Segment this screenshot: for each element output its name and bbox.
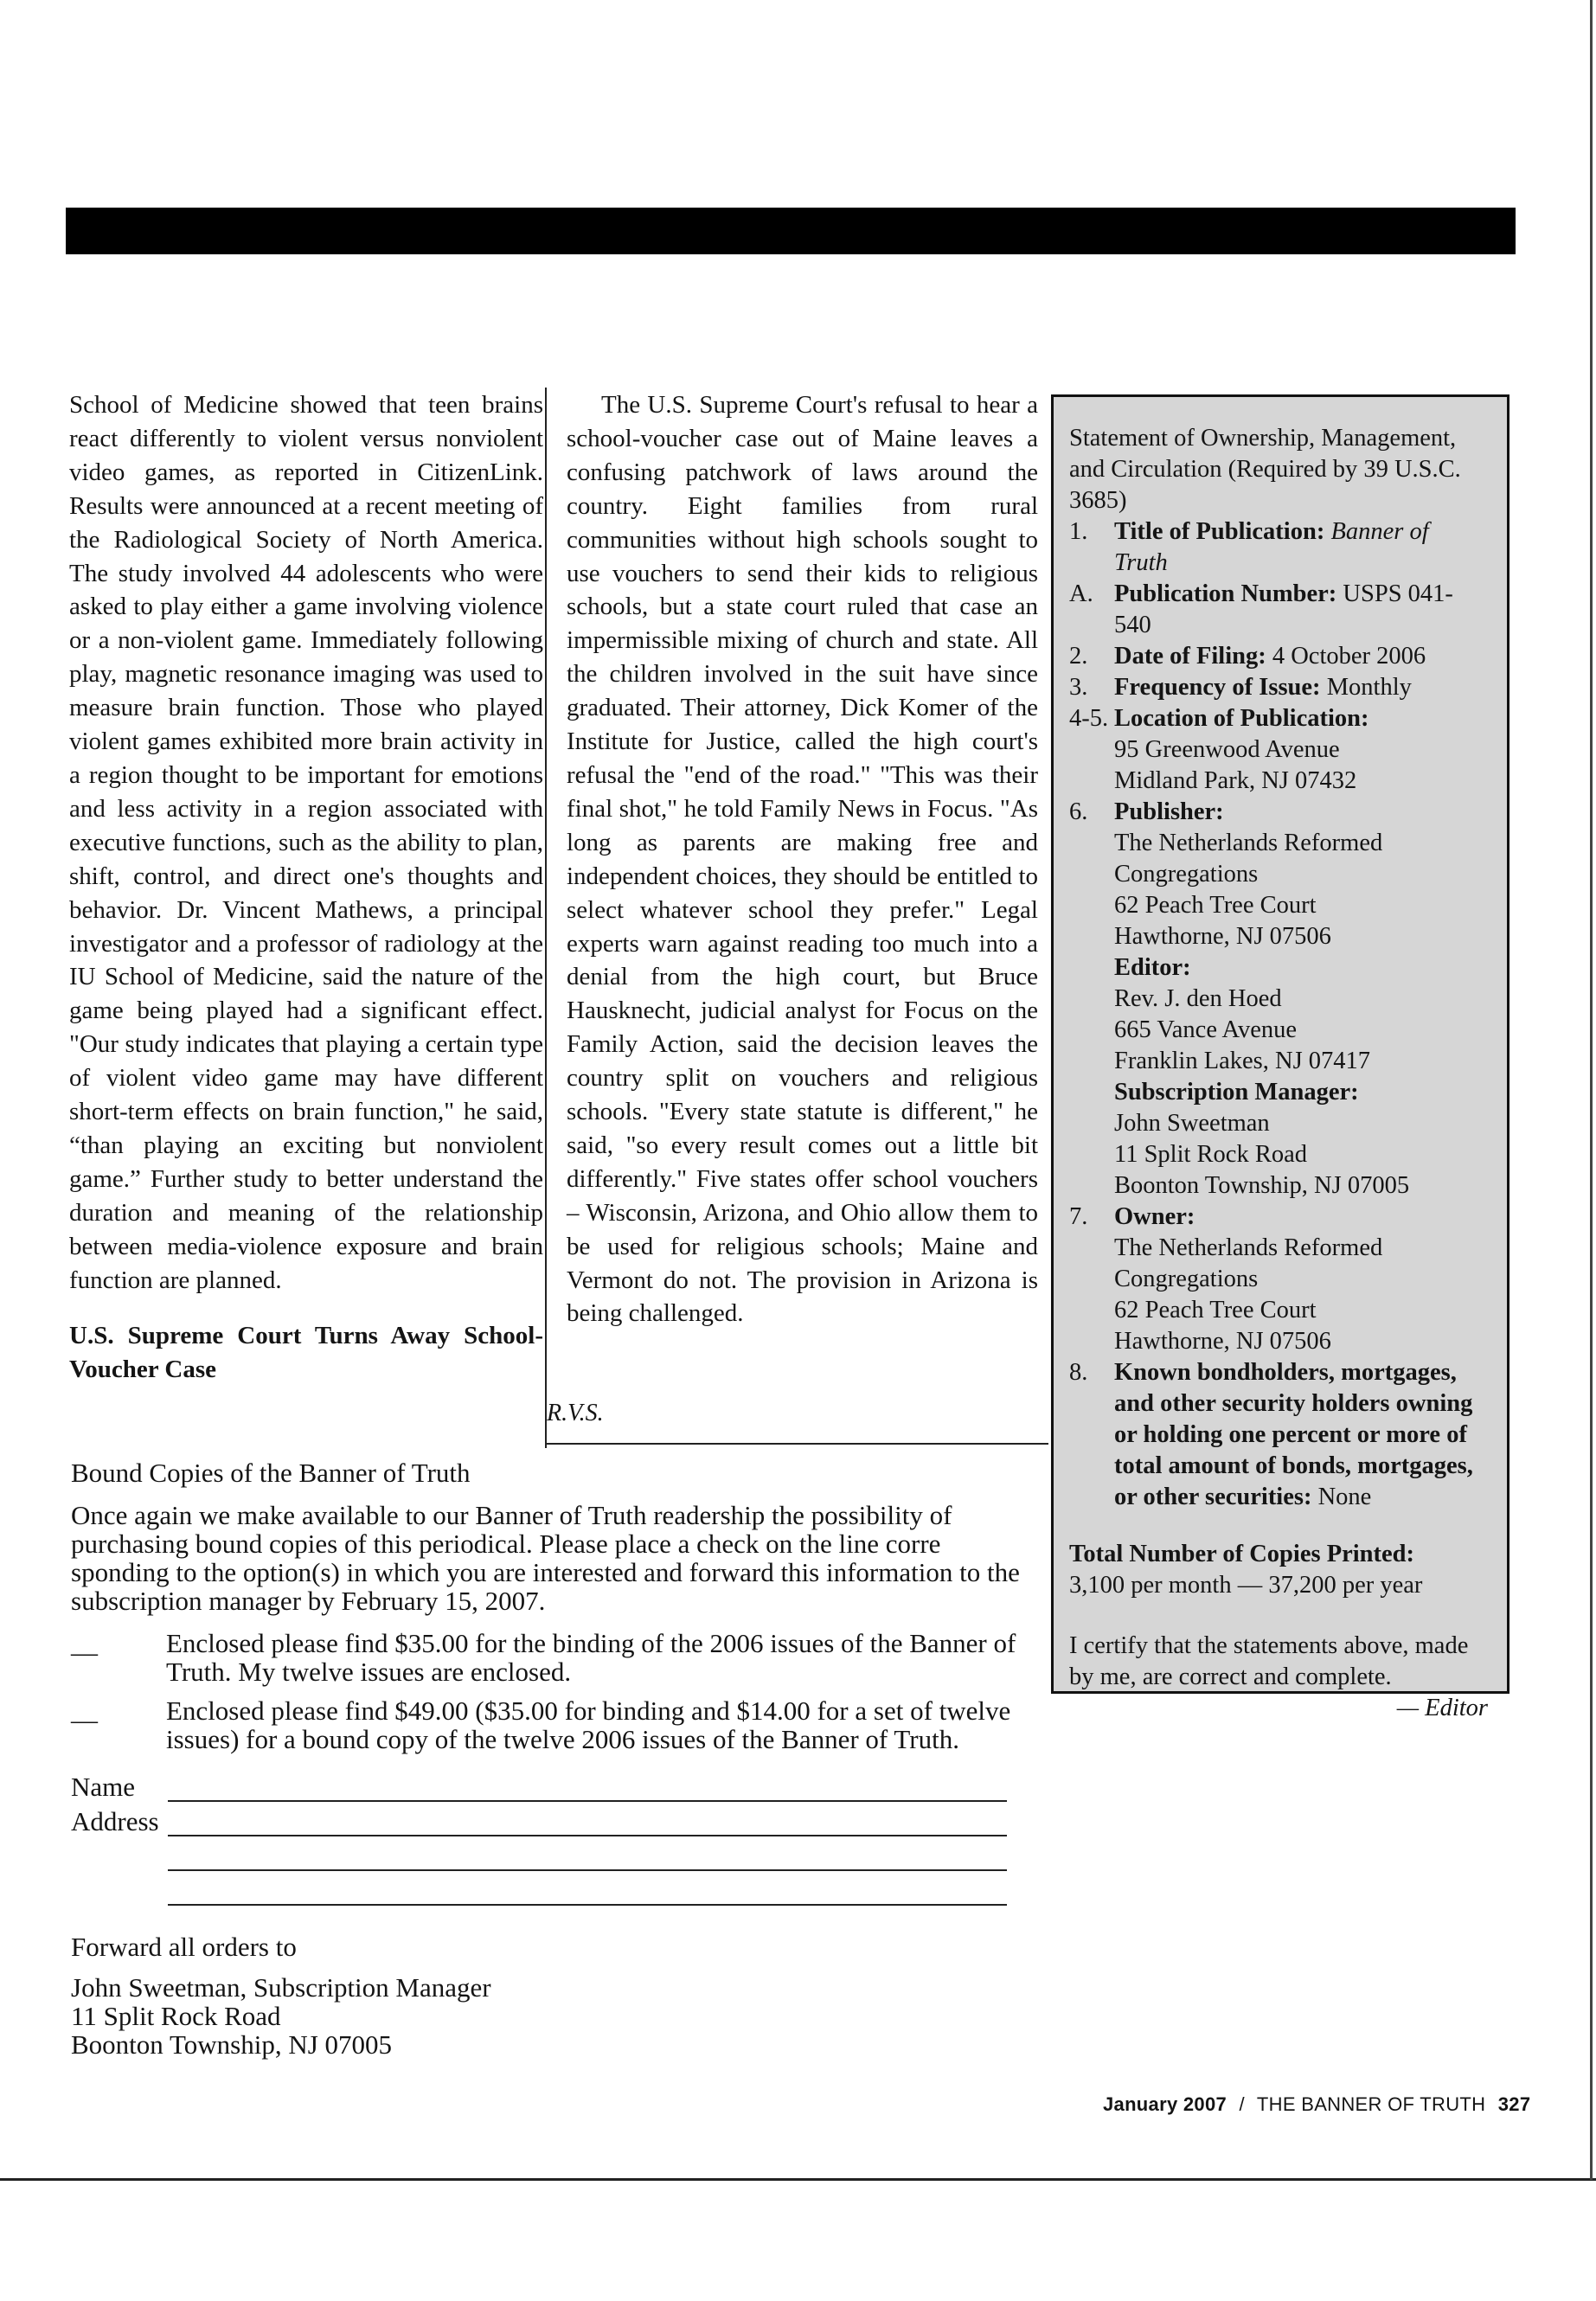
forward-line-1: John Sweetman, Subscription Manager	[71, 1972, 491, 2003]
address-line: 665 Vance Avenue	[1114, 1016, 1298, 1043]
address-field[interactable]	[71, 1807, 1040, 1842]
address-field-3[interactable]	[71, 1876, 1040, 1911]
item-number: 1.	[1069, 518, 1088, 545]
footer-publication: THE BANNER OF TRUTH	[1256, 2093, 1486, 2115]
item-number: 8.	[1069, 1359, 1088, 1386]
address-line: Midland Park, NJ 07432	[1114, 767, 1357, 794]
section-divider	[547, 1443, 1048, 1445]
item-number: 7.	[1069, 1203, 1088, 1230]
item-label: Title of Publication:	[1114, 518, 1325, 545]
item-number: 2.	[1069, 643, 1088, 670]
option-1-text: Enclosed please find $35.00 for the binding of the 2006 issues of the Banner of Truth. My twelve issues are enclosed.	[166, 1628, 1016, 1687]
item-value: None	[1317, 1484, 1372, 1510]
statement-intro: Statement of Ownership, Management, and Circulation (Required by 39 U.S.C. 3685)	[1069, 425, 1461, 514]
address-line: Boonton Township, NJ 07005	[1114, 1172, 1410, 1199]
column-divider-left	[545, 388, 547, 1448]
address-line: 62 Peach Tree Court	[1114, 1297, 1317, 1324]
item-label: Publisher:	[1114, 798, 1224, 825]
bound-copies-section	[71, 1458, 1040, 1911]
statement-item-date-of-filing	[1069, 641, 1488, 672]
address-line: Rev. J. den Hoed	[1114, 985, 1282, 1012]
item-number: A.	[1069, 580, 1093, 607]
address-label: Address	[71, 1806, 159, 1836]
item-label: Location of Publication:	[1114, 705, 1369, 732]
item-number: 6.	[1069, 798, 1088, 825]
total-value: 3,100 per month — 37,200 per year	[1069, 1572, 1423, 1599]
page-footer	[1103, 2093, 1530, 2116]
address-line-1[interactable]	[168, 1835, 1007, 1836]
address-line: Hawthorne, NJ 07506	[1114, 923, 1331, 950]
forward-line-2: 11 Split Rock Road	[71, 2001, 281, 2031]
statement-total	[1069, 1539, 1488, 1601]
statement-item-owner	[1069, 1202, 1488, 1357]
article-column-2	[567, 388, 1038, 1330]
address-line-2[interactable]	[168, 1869, 1007, 1871]
bound-option-1[interactable]	[71, 1629, 1040, 1686]
item-number: 3.	[1069, 674, 1088, 701]
footer-date: January 2007	[1103, 2093, 1227, 2115]
item-label: Owner:	[1114, 1203, 1195, 1230]
footer-separator: /	[1239, 2093, 1245, 2115]
item-label: Publication Number:	[1114, 580, 1337, 607]
forward-line-3: Boonton Township, NJ 07005	[71, 2029, 393, 2060]
statement-signature: — Editor	[1396, 1695, 1488, 1721]
item-label: Date of Filing:	[1114, 643, 1266, 670]
item-number: 4-5.	[1069, 705, 1109, 732]
item-value: USPS 041-540	[1114, 580, 1453, 638]
statement-item-frequency	[1069, 672, 1488, 703]
bound-copies-title: Bound Copies of the Banner of Truth	[71, 1458, 471, 1488]
address-line-3[interactable]	[168, 1904, 1007, 1906]
forward-title: Forward all orders to	[71, 1932, 297, 1962]
footer-page-number: 327	[1497, 2093, 1531, 2115]
page-right-edge	[1590, 0, 1593, 2180]
item-value: Monthly	[1326, 674, 1412, 701]
option-2-text: Enclosed please find $49.00 ($35.00 for binding and $14.00 for a set of twelve issues) for a bound copy of the twelve 2006 issues of the Banner of Truth.	[166, 1695, 1011, 1754]
statement-of-ownership-box	[1051, 394, 1509, 1721]
article-column-1	[69, 388, 543, 1387]
statement-list	[1069, 516, 1488, 1513]
article-signature: R.V.S.	[547, 1400, 604, 1426]
address-line: 95 Greenwood Avenue	[1114, 736, 1340, 763]
option-2-check-line[interactable]: __	[71, 1695, 98, 1726]
statement-item-publication-number	[1069, 579, 1488, 641]
bound-option-2[interactable]	[71, 1696, 1040, 1753]
address-line: The Netherlands Reformed Congregations	[1114, 830, 1383, 888]
statement-item-title	[1069, 516, 1488, 579]
item-label: Editor:	[1114, 954, 1191, 981]
name-line[interactable]	[168, 1800, 1007, 1802]
statement-item-bondholders	[1069, 1357, 1488, 1513]
address-field-2[interactable]	[71, 1842, 1040, 1876]
name-field[interactable]	[71, 1772, 1040, 1807]
statement-item-location	[1069, 703, 1488, 797]
address-line: 62 Peach Tree Court	[1114, 892, 1317, 919]
address-line: John Sweetman	[1114, 1110, 1270, 1137]
name-label: Name	[71, 1772, 136, 1802]
article-heading-voucher: U.S. Supreme Court Turns Away School-Voucher Case	[69, 1322, 543, 1384]
article-brain-study-text: School of Medicine showed that teen brains react differently to violent versus nonviolent video games, as reported in CitizenLink. Results were announced at a recent meeting of the Radiological Society of North America. The study involved 44 adolescents who were asked to play either a game involving violence or a non-violent game. Immediately following play, magnetic resonance imaging was used to measure brain function. Those who played violent games exhibited more brain activity in a region thought to be important for emotions and less activity in a region associated with executive functions, such as the ability to plan, shift, control, and direct one's thoughts and behavior. Dr. Vincent Mathews, a principal investigator and a professor of radiology at the IU School of Medicine, said the nature of the game being played had a significant effect. "Our study indicates that playing a certain type of violent video game may have different short-term effects on brain function," he said, “than playing an exciting but nonviolent game.” Further study to better understand the duration and meaning of the relationship between media-violence exposure and brain function are planned.	[69, 391, 543, 1294]
address-line: 11 Split Rock Road	[1114, 1141, 1307, 1168]
item-label: Frequency of Issue:	[1114, 674, 1321, 701]
item-value: 4 October 2006	[1272, 643, 1426, 670]
statement-certification: I certify that the statements above, made by me, are correct and complete.	[1069, 1632, 1469, 1690]
page-bottom-rule	[0, 2178, 1596, 2181]
article-voucher-text: The U.S. Supreme Court's refusal to hear a school-voucher case out of Maine leaves a confusing patchwork of laws around the country. Eight families from rural communities without high schools sought to use vouchers to send their kids to religious schools, but a state court ruled that case an impermissible mixing of church and state. All the children involved in the suit have since graduated. Their attorney, Dick Komer of the Institute for Justice, called the high court's refusal the "end of the road." "This was their final shot," he told Family News in Focus. "As long as parents are making free and independent choices, they should be entitled to select whatever school they prefer." Legal experts warn against reading too much into a denial from the high court, but Bruce Hausknecht, judicial analyst for Focus on the Family Action, said the decision leaves the country split on vouchers and religious schools. "Every state statute is different," he said, "so every result comes out a little bit differently." Five states offer school vouchers – Wisconsin, Arizona, and Ohio allow them to be used for religious schools; Maine and Vermont do not. The provision in Arizona is being challenged.	[567, 391, 1038, 1328]
forward-orders	[71, 1932, 491, 2059]
header-bar	[66, 208, 1516, 254]
statement-item-publisher	[1069, 797, 1488, 1202]
option-1-check-line[interactable]: __	[71, 1628, 98, 1658]
address-line: Franklin Lakes, NJ 07417	[1114, 1048, 1371, 1074]
item-value: Banner of Truth	[1114, 518, 1429, 576]
bound-copies-intro: Once again we make available to our Banner of Truth readership the possibility of purchasing bound copies of this periodical. Please place a check on the line corre sponding to the option(s) in which you are interested and forward this information to the subscription manager by February 15, 2007.	[71, 1500, 1020, 1616]
total-label: Total Number of Copies Printed:	[1069, 1541, 1414, 1567]
address-line: The Netherlands Reformed Congregations	[1114, 1234, 1383, 1292]
address-line: Hawthorne, NJ 07506	[1114, 1328, 1331, 1355]
item-label: Known bondholders, mortgages, and other security holders owning or holding one percent or more of total amount of bonds, mortgages, or other securities:	[1114, 1359, 1473, 1510]
item-label: Subscription Manager:	[1114, 1079, 1359, 1106]
